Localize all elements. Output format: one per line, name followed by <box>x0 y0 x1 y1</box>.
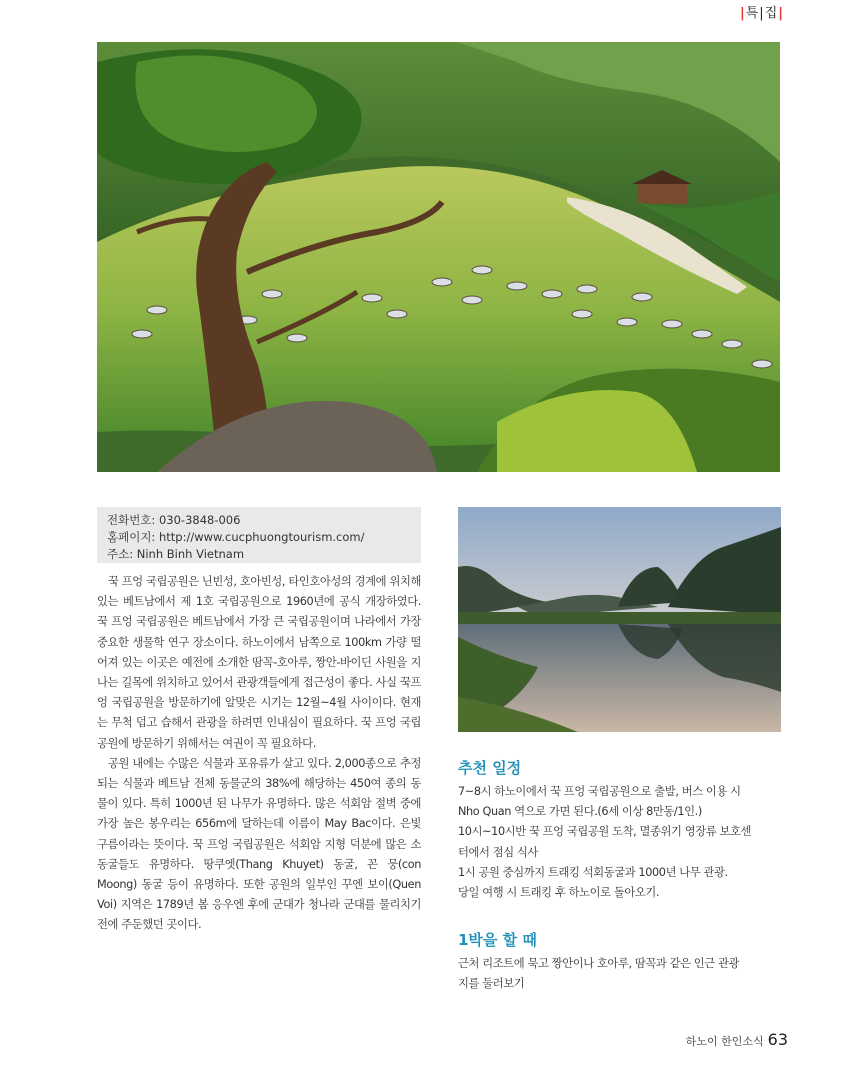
tag-bar-right: | <box>778 6 784 21</box>
overnight-line: 근처 리조트에 묵고 짱안이나 호아루, 땀꼭과 같은 인근 관광 <box>458 957 740 970</box>
itinerary-line: 터에서 점심 식사 <box>458 845 538 859</box>
tag-bar-left: | <box>740 6 746 21</box>
section-tag <box>740 2 784 21</box>
overnight-title: 1박을 할 때 <box>458 931 537 949</box>
page-number: 63 <box>767 1030 788 1049</box>
tag-label: 특|집 <box>745 6 779 21</box>
itinerary-title: 추천 일정 <box>458 759 522 777</box>
body-paragraph-1: 꾹 프엉 국립공원은 닌빈성, 호아빈성, 타인호아성의 경계에 위치해 있는 베트남에서 제 1호 국립공원으로 1960년에 공식 개장하였다. 꾹 프엉 국립공원은 베트남에서 가장 큰 국립공원이며 나라에서 가장 중요한 생물학 연구 장소이다. 하노이에서 남쪽으로 100km 가량 떨어져 있는 이곳은 예전에 소개한 땀꼭-호아루, 짱안-바이딘 사원을 지나는 길목에 위치하고 있어서 관광객들에게 접근성이 좋다. 사실 꾹프엉 국립공원을 방문하기에 알맞은 시기는 12월~4월 사이이다. 현재는 무척 덥고 습해서 관광을 하려면 인내심이 필요하다. 꾹 프엉 국립공원에 방문하기 위해서는 여권이 꼭 필요하다. <box>97 575 421 750</box>
itinerary-line: 10시~10시반 꾹 프엉 국립공원 도착, 멸종위기 영장류 보호센 <box>458 825 752 839</box>
homepage-line: 홈페이지: http://www.cucphuongtourism.com/ <box>107 530 365 544</box>
page-footer <box>686 1030 788 1049</box>
magazine-name: 하노이 한인소식 <box>685 1035 764 1048</box>
overnight-section <box>458 929 783 994</box>
itinerary-line: Nho Quan 역으로 가면 된다.(6세 이상 8만동/1인.) <box>458 805 702 819</box>
body-paragraph-2: 공원 내에는 수많은 식물과 포유류가 살고 있다. 2,000종으로 추정되는 식물과 베트남 전체 동물군의 38%에 해당하는 450여 종의 동물이 있다. 특히 1000년 된 나무가 유명하다. 많은 석회암 절벽 중에 가장 높은 봉우리는 656m에 달하는데 이름이 May Bac이다. 은빛 구름이라는 뜻이다. 꾹 프엉 국립공원은 석회암 지형 덕분에 많은 소동굴들도 유명하다. 땅쿠엣(Thang Khuyet) 동굴, 꼰 뭉(con Moong) 동굴 등이 유명하다. 또한 공원의 일부인 꾸엔 보이(Quen Voi) 지역은 1789년 봄 응우엔 후에 군대가 청나라 군대를 물리치기 전에 주둔했던 곳이다. <box>97 756 421 932</box>
itinerary-line: 7~8시 하노이에서 꾹 프엉 국립공원으로 출발, 버스 이용 시 <box>458 785 741 798</box>
phone-line: 전화번호: 030-3848-006 <box>107 513 241 527</box>
photo-karst-reflection <box>458 507 781 732</box>
article-body <box>97 572 421 936</box>
itinerary-section <box>458 757 783 903</box>
address-line: 주소: Ninh Binh Vietnam <box>107 547 245 561</box>
itinerary-line: 1시 공원 중심까지 트래킹 석회동굴과 1000년 나무 관광. <box>458 865 728 879</box>
hero-photo-lake-with-boats <box>97 42 780 472</box>
overnight-line: 지를 둘러보기 <box>458 977 525 991</box>
itinerary-line: 당일 여행 시 트래킹 후 하노이로 돌아오기. <box>458 886 660 900</box>
contact-info-box <box>97 507 421 563</box>
